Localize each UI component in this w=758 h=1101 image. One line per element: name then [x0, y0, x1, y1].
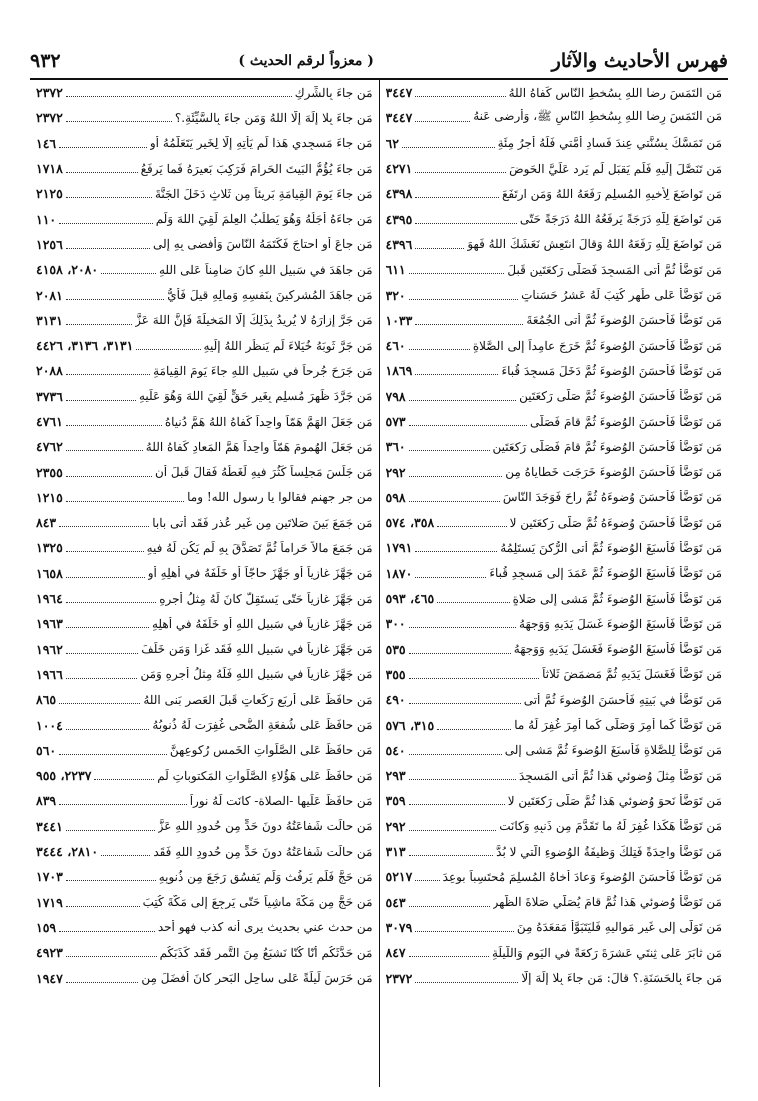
hadith-number: ٢٩٢	[385, 464, 406, 480]
index-entry	[36, 156, 373, 181]
hadith-number: ١٢١٥	[36, 489, 63, 505]
entry-text: مَن تَوَضَّأَ في بَيتِهِ فَأَحسَنَ الوُضوءَ ثُمَّ أَتى	[523, 692, 722, 707]
index-entry	[386, 308, 723, 333]
leader-dots	[415, 215, 517, 224]
leader-dots	[409, 645, 511, 654]
leader-dots	[66, 543, 144, 552]
leader-dots	[66, 493, 184, 502]
hadith-number: ٤٣٩٥	[385, 211, 413, 227]
entry-text: مَن جَمَعَ بَينَ صَلاتَينِ مِن غَيرِ عُذرٍ فَقَد أَتى بابا	[152, 515, 373, 530]
leader-dots	[415, 872, 439, 881]
hadith-number: ١٣٢٥	[36, 540, 63, 556]
hadith-number: ٢٨١٠، ٣٤٤٤	[36, 844, 99, 860]
index-title: فهرس الأحاديث والآثار	[551, 50, 728, 72]
leader-dots	[415, 543, 497, 552]
leader-dots	[415, 974, 518, 983]
leader-dots	[415, 113, 470, 122]
leader-dots	[66, 316, 132, 325]
entry-text: مَن تَوَضَّأَ فَأَحسَنَ الوُضوءَ ثُمَّ قامَ فَصَلّى	[530, 414, 722, 429]
hadith-number: ١٢٥٦	[36, 236, 63, 252]
index-entry	[386, 586, 723, 611]
hadith-number: ٢٣٥٥	[36, 464, 63, 480]
hadith-number: ٥٩٨	[385, 489, 406, 505]
hadith-number: ٣١٣١	[36, 312, 63, 328]
hadith-number: ٢٣٧٢	[36, 85, 63, 101]
index-entry	[36, 637, 373, 662]
entry-text: مَن حَرَسَ لَيلَةً عَلى ساحِلِ البَحرِ كانَ أَفضَلَ مِن	[141, 971, 373, 986]
index-entry	[36, 586, 373, 611]
leader-dots	[66, 189, 152, 198]
entry-text: مَن تَمَسَّكَ بِسُنَّتي عِندَ فَسادِ أُمَّتي فَلَهُ أَجرُ مِئَةِ	[497, 136, 722, 151]
hadith-number: ٢١٢٥	[36, 186, 63, 202]
index-entry	[386, 485, 723, 510]
index-columns	[30, 80, 728, 1087]
hadith-number: ٥٧٣	[385, 414, 406, 429]
entry-text: مَن حالَت شَفاعَتُهُ دونَ حَدٍّ مِن حُدودِ اللهِ فَقَد	[153, 844, 373, 859]
hadith-number: ٢٣٧٢	[36, 110, 63, 126]
hadith-number: ٣٤٤٧	[385, 85, 413, 101]
index-entry	[386, 282, 723, 307]
hadith-number: ١٩٦٣	[36, 616, 63, 632]
hadith-number: ٢٢٣٧، ٩٥٥	[36, 768, 92, 784]
index-entry	[36, 763, 373, 788]
entry-text: مَن حَجَّ فَلَم يَرفُث وَلَم يَفسُق رَجَعَ مِن ذُنوبِهِ	[158, 869, 373, 884]
hadith-number: ١٩٦٤	[36, 591, 63, 607]
hadith-number: ٣٧٣٦	[36, 388, 63, 404]
leader-dots	[409, 291, 518, 300]
hadith-number: ٤٩٠	[385, 692, 406, 708]
leader-dots	[66, 291, 164, 300]
hadith-number: ٢٠٨٠، ٤١٥٨	[36, 262, 99, 278]
entry-text: من حدث عني بحديث يرى أنه كذب فهو أحد	[157, 920, 373, 935]
hadith-number: ٣١٣١، ٣١٣٦، ٤٤٢٦	[36, 338, 134, 354]
entry-text: مَن تَوَضَّأَ ثُمَّ أَتى المَسجِدَ فَصَلّى رَكعَتَينِ قَبلَ	[507, 262, 722, 277]
hadith-number: ٣٠٧٩	[385, 919, 413, 935]
hadith-number: ٥٤٣	[385, 894, 406, 910]
leader-dots	[59, 923, 155, 932]
hadith-number: ٢٩٢	[385, 818, 406, 834]
leader-dots	[66, 594, 156, 603]
hadith-number: ١٦٥٨	[36, 565, 63, 581]
leader-dots	[409, 695, 521, 704]
index-entry	[386, 459, 723, 484]
leader-dots	[94, 771, 154, 780]
index-entry	[386, 940, 723, 965]
hadith-number: ٨٤٣	[36, 515, 57, 531]
index-entry	[36, 940, 373, 965]
entry-text: مَن جَهَّزَ غازِياً في سَبيلِ اللهِ فَلَهُ مِثلُ أَجرِهِ وَمَن	[140, 667, 373, 682]
entry-text: مَن جاهَدَ المُشرِكينَ بِنَفسِهِ وَمالِهِ قيلَ فَأَيُّ	[167, 288, 373, 303]
entry-text: مَن تَوَضَّأَ فَأَحسَنَ وُضوءَهُ ثُمَّ راحَ فَوَجَدَ النّاسَ	[502, 490, 722, 505]
entry-text: مَن التَمَسَ رِضا اللهِ بِسُخطِ النّاسِ كَفاهُ اللهُ	[508, 85, 722, 100]
hadith-number: ١١٠	[36, 211, 57, 227]
entry-text: مَن جَرَّدَ ظَهرَ مُسلِمٍ بِغَيرِ حَقٍّ لَقِيَ اللهَ وَهُوَ عَلَيهِ	[138, 389, 373, 404]
hadith-number: ٦٢	[385, 135, 399, 151]
leader-dots	[66, 468, 152, 477]
entry-text: مَن جَهَّزَ غازِياً أَو جَهَّزَ حاجّاً أَو خَلَفَهُ في أَهلِهِ أَو	[147, 566, 373, 581]
entry-text: مَن تَواضَعَ لِلّهِ رَفَعَهُ اللهُ وَقالَ انتَعِش نَعَشَكَ اللهُ فَهوَ	[467, 237, 722, 252]
entry-text: مَن جَلَسَ مَجلِساً كَثُرَ فيهِ لَغَطُهُ فَقالَ قَبلَ أَن	[154, 465, 373, 480]
leader-dots	[59, 215, 153, 224]
index-entry	[386, 561, 723, 586]
hadith-number: ٣٠٠	[385, 616, 406, 632]
index-entry	[36, 814, 373, 839]
index-entry	[36, 687, 373, 712]
index-entry	[36, 257, 373, 282]
entry-text: مَن تَوَضَّأَ هَكَذا غُفِرَ لَهُ ما تَقَدَّمَ مِن ذَنبِهِ وَكانَت	[499, 819, 722, 834]
entry-text: مَن جَعَلَ الهُمومَ هَمّاً واحِداً هَمَّ المَعادِ كَفاهُ اللهُ	[145, 439, 373, 454]
hadith-number: ١٩٦٢	[36, 641, 63, 657]
index-entry	[386, 738, 723, 763]
hadith-number: ٢٩٣	[385, 768, 406, 784]
hadith-number: ٤٦٠	[385, 338, 406, 354]
hadith-number: ٥٦٠	[36, 742, 57, 758]
hadith-number: ٣٢٠	[385, 287, 406, 303]
entry-text: مَن حافَظَ عَلى شُفعَةِ الضُّحى غُفِرَت لَهُ ذُنوبُهُ	[152, 718, 373, 733]
index-entry	[36, 80, 373, 105]
hadith-number: ٤٩٢٣	[36, 945, 63, 961]
index-entry	[386, 333, 723, 358]
hadith-number: ٦١١	[385, 262, 406, 278]
index-entry	[36, 864, 373, 889]
hadith-number: ٥٤٠	[385, 742, 406, 758]
hadith-number: ٢٣٧٢	[385, 970, 413, 986]
right-column	[379, 80, 729, 1087]
leader-dots	[415, 366, 498, 375]
leader-dots	[409, 771, 516, 780]
hadith-number: ٣٤٤١	[36, 818, 63, 834]
hadith-number: ١٠٠٤	[36, 717, 63, 733]
entry-text: مَن تَنَصَّلَ إِلَيهِ فَلَم يَقبَل لَم يَرِد عَلَيَّ الحَوضَ	[509, 161, 722, 176]
hadith-number: ١٠٣٣	[385, 312, 413, 328]
leader-dots	[415, 189, 499, 198]
leader-dots	[59, 695, 140, 704]
leader-dots	[415, 923, 513, 932]
hadith-number: ٢٠٨١	[36, 287, 63, 303]
entry-text: مَن تَوَضَّأَ فَأَحسَنَ الوُضوءَ ثُمَّ دَخَلَ مَسجِدَ قُباءَ	[501, 363, 722, 378]
hadith-number: ١٨٧٠	[385, 565, 413, 581]
entry-text: مَن تَواضَعَ لِلّهِ دَرَجَةً يَرفَعُهُ اللهُ دَرَجَةً حَتّى	[519, 212, 722, 227]
hadith-number: ١٥٩	[36, 919, 57, 935]
index-entry	[36, 333, 373, 358]
leader-dots	[409, 442, 490, 451]
leader-dots	[59, 518, 149, 527]
entry-text: مَن تَوَضَّأَ فَأَحسَنَ وُضوءَهُ ثُمَّ صَلّى رَكعَتَينِ لا	[509, 515, 722, 530]
index-entry	[386, 105, 723, 130]
index-entry	[36, 561, 373, 586]
leader-dots	[415, 569, 486, 578]
index-entry	[36, 459, 373, 484]
leader-dots	[66, 569, 145, 578]
hadith-number: ٤٧٦١	[36, 414, 63, 429]
index-entry	[386, 232, 723, 257]
leader-dots	[66, 670, 138, 679]
leader-dots	[409, 948, 489, 957]
index-entry	[386, 257, 723, 282]
entry-text: مَن حافَظَ عَلَيها -الصلاة- كانَت لَهُ نوراً	[189, 793, 373, 808]
leader-dots	[66, 721, 150, 730]
leader-dots	[402, 139, 495, 148]
index-entry	[386, 535, 723, 560]
index-entry	[36, 738, 373, 763]
leader-dots	[66, 898, 140, 907]
index-entry	[36, 662, 373, 687]
hadith-number: ١٧١٨	[36, 161, 63, 177]
hadith-number: ٨٣٩	[36, 793, 57, 809]
entry-text: مَن حَدَّثَكُم أَنّا كُنّا نَشبَعُ مِنَ التَّمرِ فَقَد كَذَبَكُم	[159, 945, 373, 960]
leader-dots	[415, 88, 505, 97]
entry-text: مَن تَوَضَّأَ فَأَسبَغَ الوُضوءَ ثُمَّ أَتى الرُّكنَ يَستَلِمُهُ	[500, 540, 722, 555]
entry-text: مَن حافَظَ عَلى أَربَعِ رَكَعاتٍ قَبلَ العَصرِ بَنى اللهُ	[143, 692, 373, 707]
entry-text: مَن تَوَضَّأَ مِثلَ وُضوئي هَذا ثُمَّ أَتى المَسجِدَ	[519, 768, 722, 783]
hadith-number: ١٧٩١	[385, 540, 413, 556]
index-entry	[36, 105, 373, 130]
index-entry	[386, 763, 723, 788]
hadith-number: ١٨٦٩	[385, 363, 413, 379]
page-number: ٩٣٢	[30, 50, 61, 72]
entry-text: مَن تَوَضَّأَ فَأَحسَنَ الوُضوءَ ثُمَّ أَتى الجُمُعَةَ	[526, 313, 722, 328]
index-entry	[36, 384, 373, 409]
entry-text: مَن تَوَضَّأَ كَما أُمِرَ وَصَلّى كَما أُمِرَ غُفِرَ لَهُ ما	[514, 718, 722, 733]
entry-text: مَن جاءَ يُؤُمُّ البَيتَ الحَرامَ فَرَكِبَ بَعيرَهُ فَما يَرفَعُ	[140, 161, 373, 176]
hadith-number: ٢٠٨٨	[36, 363, 63, 379]
hadith-number: ٥٢١٧	[385, 869, 413, 885]
index-entry	[386, 384, 723, 409]
leader-dots	[437, 518, 506, 527]
entry-text: مَن تَوَضَّأَ فَأَحسَنَ الوُضوءَ ثُمَّ صَلّى رَكعَتَينِ	[519, 389, 722, 404]
leader-dots	[66, 645, 138, 654]
index-entry	[386, 510, 723, 535]
hadith-number: ٨٤٧	[385, 945, 406, 961]
index-entry	[386, 788, 723, 813]
index-entry	[36, 131, 373, 156]
leader-dots	[66, 366, 150, 375]
hadith-number: ٣٤٤٧	[385, 110, 413, 126]
index-entry	[36, 282, 373, 307]
index-entry	[36, 232, 373, 257]
hadith-number: ٤٦٥، ٥٩٣	[385, 591, 435, 607]
index-entry	[386, 409, 723, 434]
index-entry	[386, 80, 723, 105]
leader-dots	[409, 341, 470, 350]
index-entry	[36, 965, 373, 990]
hadith-number: ٣٥٩	[385, 793, 406, 809]
leader-dots	[66, 442, 143, 451]
entry-text: مَن جاءَ يَومَ القِيامَةِ بَريئاً مِن ثَلاثٍ دَخَلَ الجَنَّةَ	[154, 186, 373, 201]
entry-text: مَن تَوَضَّأَ فَأَحسَنَ الوُضوءَ خَرَجَت خَطاياهُ مِن	[505, 465, 722, 480]
hadith-number: ٤٢٧١	[385, 161, 413, 177]
entry-text: مَن جَعَلَ الهَمَّ هَمّاً واحِداً كَفاهُ اللهُ هَمَّ دُنياهُ	[164, 414, 373, 429]
entry-text: مَن جَمَعَ مالاً حَراماً ثُمَّ تَصَدَّقَ بِهِ لَم يَكُن لَهُ فيهِ	[146, 540, 373, 555]
leader-dots	[101, 847, 150, 856]
entry-text: مَن تَوَضَّأَ وُضوئي هَذا ثُمَّ قامَ يُصَلّي صَلاةَ الظُّهرِ	[492, 895, 722, 910]
leader-dots	[415, 316, 523, 325]
index-entry	[386, 637, 723, 662]
hadith-number: ٣٥٨، ٥٧٤	[385, 515, 435, 531]
entry-text: مَن جَرَّ ثَوبَهُ خُيَلاءَ لَم يَنظُرِ اللهُ إِلَيهِ	[203, 338, 373, 353]
index-entry	[36, 510, 373, 535]
entry-text: مَن جَهَّزَ غازِياً في سَبيلِ اللهِ أَو خَلَفَهُ في أَهلِهِ	[151, 616, 373, 631]
hadith-number: ٧٩٨	[385, 388, 406, 404]
index-entry	[386, 434, 723, 459]
index-entry	[36, 206, 373, 231]
entry-text: مَن تَوَضَّأَ فَأَسبَغَ الوُضوءَ ثُمَّ مَشى إِلى صَلاةٍ	[512, 591, 722, 606]
leader-dots	[66, 164, 138, 173]
hadith-number: ٣١٥، ٥٧٦	[385, 717, 435, 733]
leader-dots	[59, 139, 147, 148]
index-entry	[386, 206, 723, 231]
leader-dots	[409, 265, 505, 274]
entry-text: مَن تَوَضَّأَ نَحوَ وُضوئي هَذا ثُمَّ صَلّى رَكعَتَينِ لا	[507, 793, 722, 808]
entry-text: مَن حافَظَ عَلى هَؤُلاءِ الصَّلَواتِ المَكتوباتِ لَم	[157, 768, 373, 783]
leader-dots	[136, 341, 200, 350]
leader-dots	[409, 898, 490, 907]
index-entry	[386, 662, 723, 687]
entry-text: مَن تَوَضَّأَ لِلصَّلاةِ فَأَسبَغَ الوُضوءَ ثُمَّ مَشى إِلى	[504, 743, 722, 758]
hadith-number: ١٧١٩	[36, 894, 63, 910]
hadith-number: ١٤٦	[36, 135, 57, 151]
entry-text: مَن جاءَ بِالشِّركِ	[294, 85, 373, 100]
leader-dots	[409, 468, 503, 477]
index-subtitle: ( معزواً لرقم الحديث )	[238, 53, 374, 69]
index-entry	[36, 712, 373, 737]
hadith-number: ٣٥٥	[385, 666, 406, 682]
hadith-number: ٤٣٩٨	[385, 186, 413, 202]
entry-text: مَن ثابَرَ عَلى ثِنتَي عَشرَةَ رَكعَةً في اليَومِ وَاللَّيلَةِ	[491, 945, 722, 960]
index-entry	[386, 890, 723, 915]
entry-text: مَن جَهَّزَ غازِياً في سَبيلِ اللهِ فَقَد غَزا وَمَن خَلَفَ	[141, 642, 373, 657]
entry-text: مَن جاهَدَ في سَبيلِ اللهِ كانَ ضامِناً عَلى اللهِ	[158, 262, 373, 277]
hadith-number: ١٩٤٧	[36, 970, 63, 986]
index-entry	[386, 358, 723, 383]
leader-dots	[409, 417, 527, 426]
index-entry	[386, 864, 723, 889]
leader-dots	[66, 417, 162, 426]
entry-text: مَن جاءَ مَسجِدي هَذا لَم يَأتِهِ إِلّا لِخَيرٍ يَتَعَلَّمُهُ أَو	[149, 136, 373, 151]
entry-text: مَن جَرَحَ جُرحاً في سَبيلِ اللهِ جاءَ يَومَ القِيامَةِ	[153, 363, 373, 378]
leader-dots	[66, 240, 150, 249]
leader-dots	[101, 265, 156, 274]
index-entry	[36, 485, 373, 510]
entry-text: مَن تَوَضَّأَ فَأَحسَنَ الوُضوءَ وَعادَ أَخاهُ المُسلِمَ مُحتَسِباً بوعِدَ	[442, 869, 722, 884]
index-entry	[386, 181, 723, 206]
entry-text: مَن تَوَضَّأَ فَأَسبَغَ الوُضوءَ ثُمَّ عَمَدَ إِلى مَسجِدِ قُباءَ	[489, 566, 722, 581]
leader-dots	[66, 113, 172, 122]
leader-dots	[66, 974, 139, 983]
hadith-number: ٤٣٩٦	[385, 236, 413, 252]
leader-dots	[437, 721, 511, 730]
leader-dots	[66, 88, 292, 97]
entry-text: مَن حالَت شَفاعَتُهُ دونَ حَدٍّ مِن حُدودِ اللهِ عَزَّ	[157, 819, 373, 834]
index-entry	[386, 611, 723, 636]
index-entry	[36, 434, 373, 459]
entry-text: مَن تَوَضَّأَ فَأَحسَنَ الوُضوءَ ثُمَّ خَرَجَ عامِداً إِلى الصَّلاةِ	[472, 338, 722, 353]
page-header	[30, 44, 728, 80]
leader-dots	[66, 822, 155, 831]
left-column	[30, 80, 379, 1087]
entry-text: مَن جاءَ بِالحَسَنَةِ.؟ قالَ: مَن جاءَ بِلا إِلَهَ إِلّا	[521, 971, 722, 986]
hadith-number: ١٧٠٣	[36, 869, 63, 885]
leader-dots	[409, 392, 516, 401]
index-entry	[36, 890, 373, 915]
entry-text: مَن حَجَّ مِن مَكَّةَ ماشِياً حَتّى يَرجِعَ إِلى مَكَّةَ كُتِبَ	[142, 895, 373, 910]
entry-text: مَن تَوَضَّأَ فَأَسبَغَ الوُضوءَ غَسَلَ يَدَيهِ وَوَجهَهُ	[519, 616, 722, 631]
entry-text: مَن تَوَلّى إِلى غَيرِ مَواليهِ فَليَتَبَوَّأ مَقعَدَهُ مِنَ	[516, 920, 722, 935]
index-entry	[36, 181, 373, 206]
entry-text: مَن تَوَضَّأَ فَأَسبَغَ الوُضوءَ فَغَسَلَ يَدَيهِ وَوَجهَهُ	[513, 642, 722, 657]
index-entry	[386, 814, 723, 839]
entry-text: مَن تَوَضَّأَ فَغَسَلَ يَدَيهِ ثُمَّ مَضمَضَ ثَلاثاً	[542, 667, 722, 682]
leader-dots	[415, 164, 506, 173]
leader-dots	[66, 392, 136, 401]
leader-dots	[409, 847, 494, 856]
entry-text: من جر جهنم فقالوا يا رسول الله! وما	[187, 490, 373, 505]
entry-text: مَن التَمَسَ رِضا اللهِ بِسُخطِ النّاسِ ﷺ، وَأَرضى عَنهُ	[473, 109, 722, 124]
index-entry	[386, 839, 723, 864]
leader-dots	[437, 594, 509, 603]
entry-text: مَن جاءَ بِلا إِلَهَ إِلّا اللهُ وَمَن جاءَ بِالسَّيِّئَةِ.؟	[174, 110, 373, 125]
leader-dots	[409, 796, 505, 805]
hadith-number: ٥٣٥	[385, 641, 406, 657]
entry-text: مَن تَوَضَّأَ فَأَحسَنَ الوُضوءَ ثُمَّ قامَ فَصَلّى رَكعَتَينِ	[492, 439, 722, 454]
hadith-number: ٣٦٠	[385, 439, 406, 455]
hadith-number: ١٩٦٦	[36, 666, 63, 682]
index-entry	[36, 409, 373, 434]
index-entry	[36, 358, 373, 383]
leader-dots	[409, 619, 516, 628]
leader-dots	[409, 746, 502, 755]
hadith-number: ٤٧٦٢	[36, 439, 63, 455]
entry-text: مَن تَوَضَّأَ عَلى طُهرٍ كُتِبَ لَهُ عَشرُ حَسَناتٍ	[521, 288, 722, 303]
leader-dots	[409, 822, 497, 831]
leader-dots	[59, 746, 167, 755]
leader-dots	[59, 796, 187, 805]
leader-dots	[66, 619, 149, 628]
entry-text: مَن جَهَّزَ غازِياً حَتّى يَستَقِلَّ كانَ لَهُ مِثلُ أَجرِهِ	[159, 591, 373, 606]
hadith-number: ٣١٣	[385, 844, 406, 860]
index-entry	[386, 687, 723, 712]
leader-dots	[66, 872, 156, 881]
index-entry	[36, 839, 373, 864]
hadith-number: ٨٦٥	[36, 692, 57, 708]
leader-dots	[415, 240, 464, 249]
index-entry	[386, 915, 723, 940]
leader-dots	[409, 493, 500, 502]
entry-text: مَن جَرَّ إِزارَهُ لا يُريدُ بِذَلِكَ إِلّا المَخيلَةَ فَإِنَّ اللهَ عَزَّ	[135, 313, 373, 328]
index-entry	[386, 131, 723, 156]
entry-text: مَن حافَظَ عَلى الصَّلَواتِ الخَمسِ رُكوعِهِنَّ	[169, 743, 373, 758]
index-entry	[36, 611, 373, 636]
index-entry	[36, 915, 373, 940]
index-entry	[36, 308, 373, 333]
leader-dots	[66, 948, 157, 957]
leader-dots	[409, 670, 539, 679]
index-entry	[36, 535, 373, 560]
entry-text: مَن جاءَهُ أَجَلُهُ وَهُوَ يَطلُبُ العِلمَ لَقِيَ اللهَ وَلَم	[155, 212, 373, 227]
index-entry	[386, 965, 723, 990]
index-entry	[386, 712, 723, 737]
entry-text: مَن جاعَ أَو احتاجَ فَكَتَمَهُ النّاسَ وَأَفضى بِهِ إِلى	[152, 237, 373, 252]
index-entry	[386, 156, 723, 181]
entry-text: مَن تَواضَعَ لِأَخيهِ المُسلِمِ رَفَعَهُ اللهُ وَمَن ارتَفَعَ	[501, 186, 722, 201]
entry-text: مَن تَوَضَّأَ واحِدَةً فَتِلكَ وَظيفَةُ الوُضوءِ الَّتي لا بُدَّ	[496, 844, 722, 859]
index-entry	[36, 788, 373, 813]
